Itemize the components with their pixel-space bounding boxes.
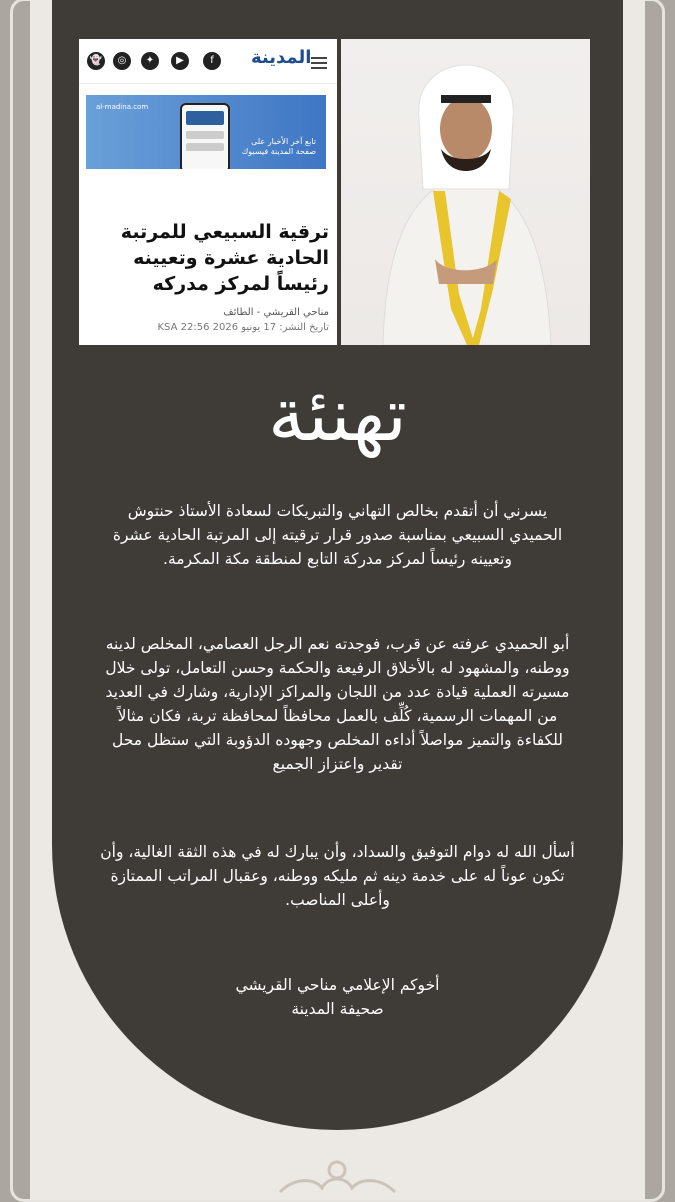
paragraph-3: أسأل الله له دوام التوفيق والسداد، وأن يبارك له في هذه الثقة الغالية، وأن تكون عوناً له على خدمة دينه ثم مليكه ووطنه، وعقبال المراتب الممتازة وأعلى المناصب. (100, 843, 575, 909)
menu-icon (311, 57, 327, 69)
banner-site: al-madina.com (96, 103, 149, 111)
article-date: تاريخ النشر: 17 يونيو 2026 22:56 KSA (157, 322, 329, 333)
newspaper-logo: المدينة (251, 47, 312, 68)
signature-name: أخوكم الإعلامي مناحي القريشي (235, 976, 440, 994)
news-clipping (79, 39, 337, 345)
banner-line-1: تابع آخر الأخبار على (251, 137, 316, 146)
phone-image (180, 103, 230, 169)
facebook-icon: f (203, 52, 221, 70)
banner-text (242, 137, 316, 157)
instagram-icon: ◎ (113, 52, 131, 70)
portrait-figure (375, 59, 557, 345)
facebook-banner (86, 95, 326, 169)
paragraph-1: يسرني أن أتقدم بخالص التهاني والتبريكات لسعادة الأستاذ حنتوش الحميدي السبيعي بمناسبة صدور قرار ترقيته إلى المرتبة الحادية عشرة وتعيينه رئيساً لمركز مدركة التابع لمنطقة مكة المكرمة. (112, 502, 563, 568)
youtube-icon: ▶ (171, 52, 189, 70)
congratulations-title: تهنئة (267, 372, 408, 458)
article-byline: مناحي القريشي - الطائف (223, 307, 329, 318)
ornament-decoration (240, 1082, 435, 1200)
signature (100, 973, 575, 1021)
clip-header (79, 39, 337, 84)
snapchat-icon: 👻 (87, 52, 105, 70)
signature-paper: صحيفة المدينة (291, 1000, 384, 1018)
paragraph-2: أبو الحميدي عرفته عن قرب، فوجدته نعم الرجل العصامي، المخلص لدينه ووطنه، والمشهود له بالأخلاق الرفيعة والحكمة وحسن التعامل، تولى خلال مسيرته العملية قيادة عدد من اللجان والمراكز الإدارية، وشارك في العديد من المهمات الرسمية، كُلِّف بالعمل محافظاً لمحافظة تربة، فكان مثالاً للكفاءة والتميز مواصلاً أداءه المخلص وجهوده الدؤوبة التي ستظل محل تقدير واعتزاز الجميع (105, 635, 570, 773)
twitter-icon: ✦ (141, 52, 159, 70)
article-headline: ترقية السبيعي للمرتبة الحادية عشرة وتعيينه رئيساً لمركز مدركه (120, 221, 329, 295)
portrait-photo (341, 39, 590, 345)
banner-line-2: صفحة المدينة فيسبوك (241, 147, 316, 156)
